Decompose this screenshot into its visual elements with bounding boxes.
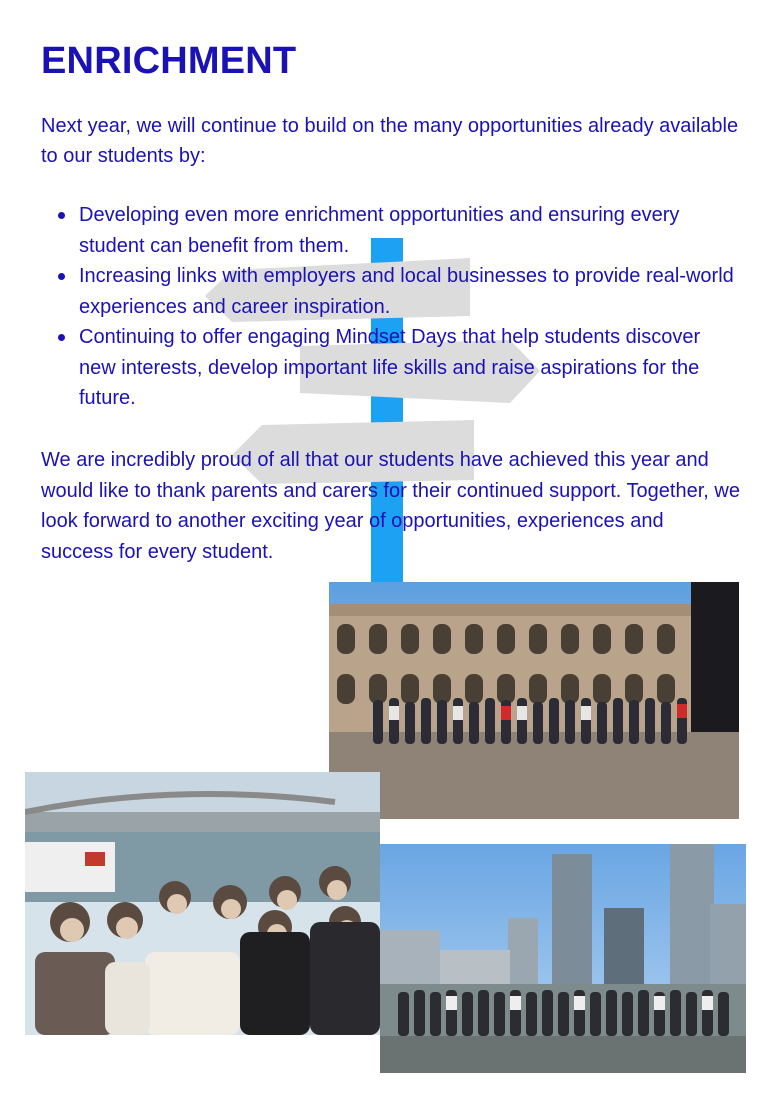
bullet-icon [58,334,65,341]
list-item: Developing even more enrichment opportunities and ensuring every student can benefit from them. [41,200,741,261]
list-item: Increasing links with employers and local businesses to provide real-world experiences and career inspiration. [41,261,741,322]
opportunities-list [41,200,741,414]
closing-paragraph: We are incredibly proud of all that our students have achieved this year and would like to thank parents and carers for their continued support. Together, we look forward to another exciting year of opportunities, experiences and success for every student. [41,449,740,563]
arena-group-photo [329,582,739,819]
list-item: Continuing to offer engaging Mindset Days that help students discover new interests, develop important life skills and raise aspirations for the future. [41,322,741,414]
bullet-icon [58,212,65,219]
city-group-photo [380,844,746,1073]
bullet-icon [58,273,65,280]
page-title: ENRICHMENT [41,40,297,82]
intro-paragraph: Next year, we will continue to build on the many opportunities already available to our students by: [41,115,739,167]
boat-group-photo [25,772,380,1035]
